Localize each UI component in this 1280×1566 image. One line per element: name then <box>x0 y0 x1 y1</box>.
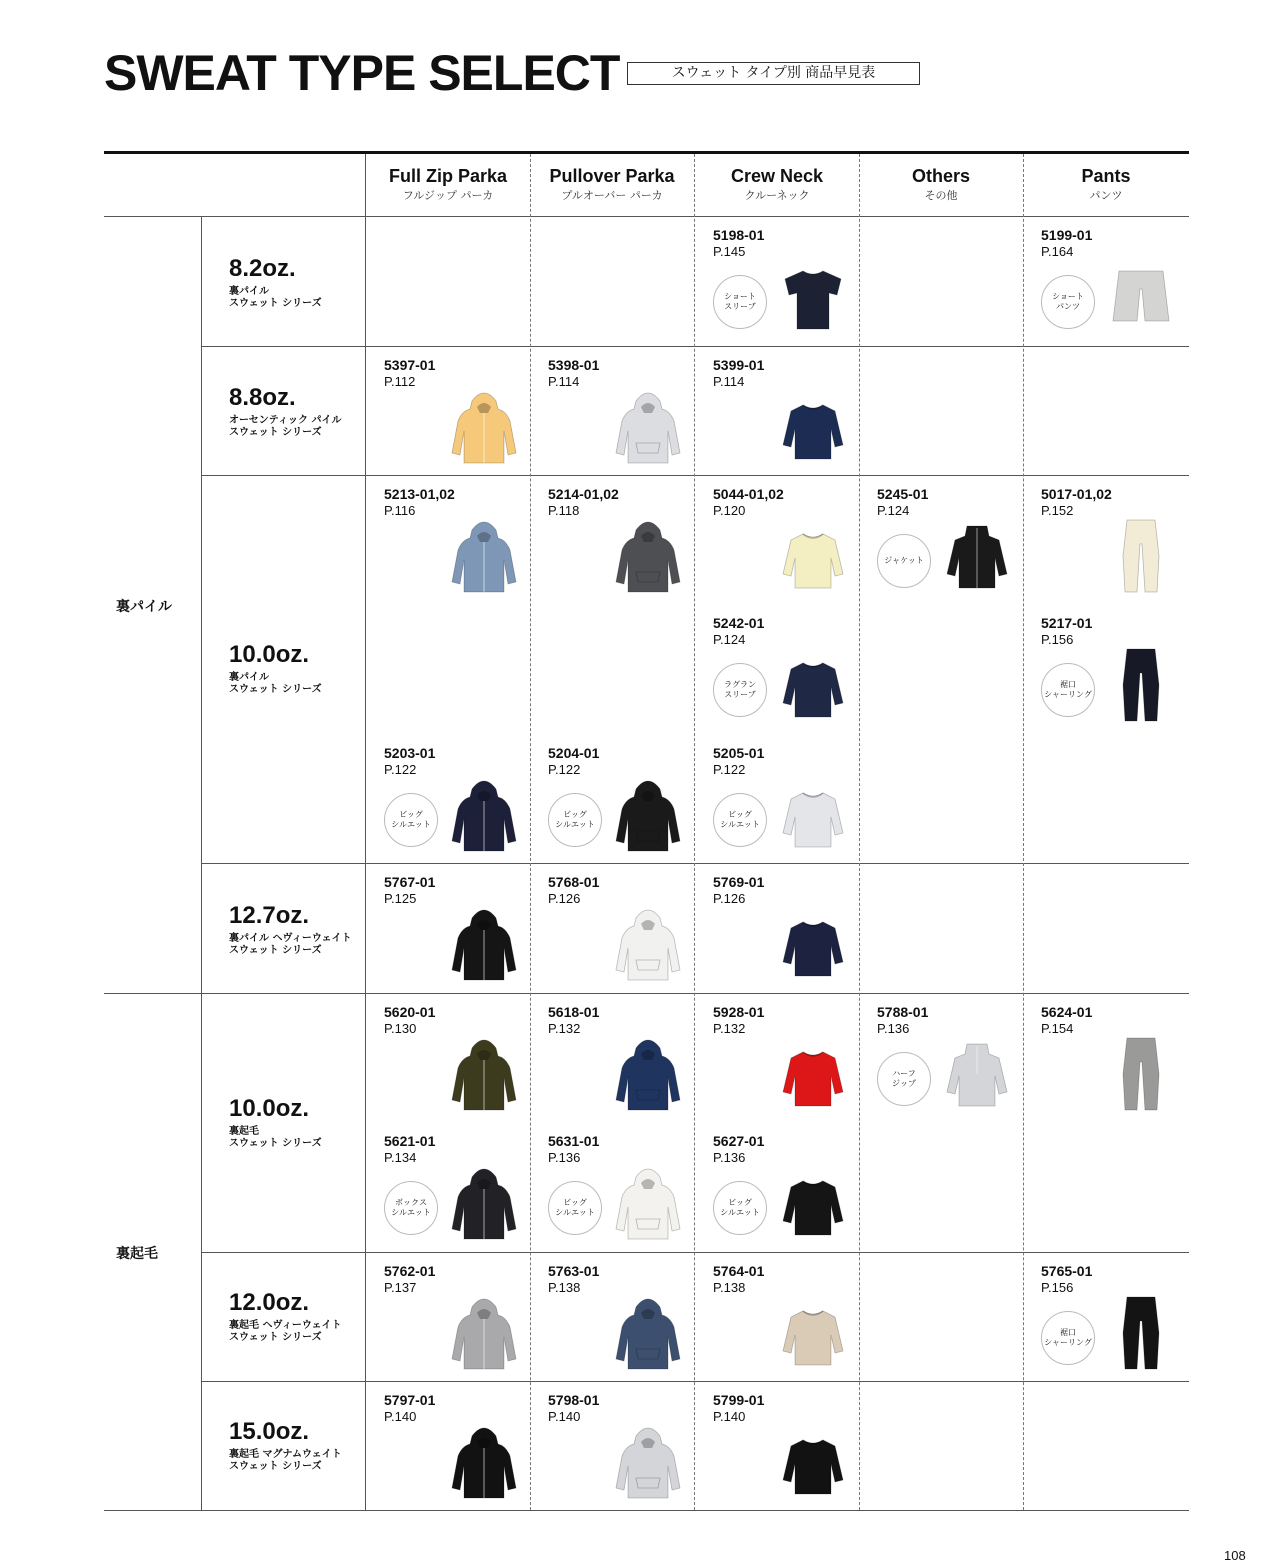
weight-oz: 8.2oz. <box>229 255 296 282</box>
product-page: P.136 <box>877 1021 910 1036</box>
product-code: 5768-01 <box>548 874 600 890</box>
product-card[interactable] <box>384 874 534 986</box>
product-code: 5797-01 <box>384 1392 436 1408</box>
product-card[interactable] <box>713 227 863 339</box>
product-page: P.122 <box>384 762 417 777</box>
product-card[interactable] <box>548 1263 698 1375</box>
product-code: 5764-01 <box>713 1263 765 1279</box>
product-code: 5217-01 <box>1041 615 1093 631</box>
product-code: 5767-01 <box>384 874 436 890</box>
crew-neck-icon <box>777 1422 849 1502</box>
crew-neck-icon <box>777 775 849 855</box>
row-rule <box>201 863 1189 864</box>
weight-series: オーセンティック パイル スウェット シリーズ <box>229 415 342 438</box>
product-code: 5399-01 <box>713 357 765 373</box>
product-card[interactable] <box>713 874 863 986</box>
product-page: P.126 <box>548 891 581 906</box>
product-code: 5769-01 <box>713 874 765 890</box>
column-header-jp: パンツ <box>1089 189 1123 202</box>
page-subtitle: スウェット タイプ別 商品早見表 <box>627 62 920 85</box>
feature-badge: ショート スリーブ <box>713 275 767 329</box>
feature-badge: ハーフ ジップ <box>877 1052 931 1106</box>
hoodie-icon <box>612 1034 684 1114</box>
product-code: 5763-01 <box>548 1263 600 1279</box>
column-header-pants <box>1024 166 1188 204</box>
weight-label <box>229 1290 341 1344</box>
feature-badge: ラグラン スリーブ <box>713 663 767 717</box>
page-title: SWEAT TYPE SELECT <box>104 45 620 101</box>
product-card[interactable] <box>1041 486 1191 598</box>
product-card[interactable] <box>548 486 698 598</box>
product-page: P.120 <box>713 503 746 518</box>
column-dashed-rule <box>1023 154 1024 1510</box>
weight-label <box>229 1419 342 1473</box>
group-label-fleece: 裏起毛 <box>116 1246 158 1262</box>
product-page: P.145 <box>713 244 746 259</box>
product-card[interactable] <box>877 486 1027 598</box>
weight-label <box>229 256 322 310</box>
feature-badge: ビッグ シルエット <box>713 793 767 847</box>
product-card[interactable] <box>713 615 863 727</box>
zip-hoodie-icon <box>448 1163 520 1243</box>
product-code: 5242-01 <box>713 615 765 631</box>
product-card[interactable] <box>384 1133 534 1245</box>
product-card[interactable] <box>713 486 863 598</box>
column-header-pullover <box>530 166 694 204</box>
product-code: 5205-01 <box>713 745 765 761</box>
product-page: P.124 <box>713 632 746 647</box>
feature-badge: ビッグ シルエット <box>713 1181 767 1235</box>
product-page: P.136 <box>548 1150 581 1165</box>
pants-icon <box>1105 645 1177 725</box>
product-code: 5214-01,02 <box>548 486 619 502</box>
weight-oz: 8.8oz. <box>229 384 296 411</box>
product-page: P.156 <box>1041 1280 1074 1295</box>
product-page: P.116 <box>384 503 416 518</box>
group-label-pile: 裏パイル <box>116 599 172 615</box>
product-code: 5765-01 <box>1041 1263 1093 1279</box>
column-header-crew-neck <box>695 166 859 204</box>
product-code: 5397-01 <box>384 357 436 373</box>
top-rule <box>104 151 1189 154</box>
column-header-en: Others <box>911 166 971 186</box>
row-rule <box>201 346 1189 347</box>
weight-oz: 10.0oz. <box>229 641 310 668</box>
product-card[interactable] <box>548 1004 698 1116</box>
pants-icon <box>1105 1293 1177 1373</box>
column-header-en: Full Zip Parka <box>388 166 508 186</box>
shorts-icon <box>1105 257 1177 337</box>
product-page: P.140 <box>384 1409 417 1424</box>
product-code: 5762-01 <box>384 1263 436 1279</box>
crew-neck-icon <box>777 645 849 725</box>
product-code: 5621-01 <box>384 1133 436 1149</box>
product-code: 5928-01 <box>713 1004 765 1020</box>
product-code: 5788-01 <box>877 1004 929 1020</box>
zip-hoodie-icon <box>448 1034 520 1114</box>
feature-badge: ビッグ シルエット <box>384 793 438 847</box>
product-card[interactable] <box>548 874 698 986</box>
crew-neck-icon <box>777 516 849 596</box>
row-rule <box>201 1252 1189 1253</box>
zip-hoodie-icon <box>448 904 520 984</box>
product-code: 5017-01,02 <box>1041 486 1112 502</box>
half-zip-icon <box>941 1034 1013 1114</box>
feature-badge: ジャケット <box>877 534 931 588</box>
product-code: 5245-01 <box>877 486 929 502</box>
hoodie-icon <box>612 1422 684 1502</box>
product-card[interactable] <box>384 745 534 857</box>
product-code: 5624-01 <box>1041 1004 1093 1020</box>
product-page: P.132 <box>548 1021 581 1036</box>
product-page: P.134 <box>384 1150 417 1165</box>
product-page: P.137 <box>384 1280 417 1295</box>
product-page: P.112 <box>384 374 416 389</box>
product-page: P.140 <box>713 1409 746 1424</box>
column-rule <box>365 154 366 1510</box>
product-page: P.118 <box>548 503 580 518</box>
product-code: 5199-01 <box>1041 227 1093 243</box>
crew-neck-icon <box>777 904 849 984</box>
product-code: 5204-01 <box>548 745 600 761</box>
product-card[interactable] <box>713 1392 863 1504</box>
row-rule <box>104 993 1189 994</box>
row-rule <box>201 475 1189 476</box>
product-page: P.138 <box>713 1280 746 1295</box>
product-page: P.156 <box>1041 632 1074 647</box>
zip-hoodie-icon <box>448 387 520 467</box>
hoodie-icon <box>612 1293 684 1373</box>
feature-badge: ショート パンツ <box>1041 275 1095 329</box>
column-header-jp: フルジップ パーカ <box>402 189 494 202</box>
product-card[interactable] <box>548 357 698 469</box>
product-page: P.136 <box>713 1150 746 1165</box>
product-card[interactable] <box>384 1392 534 1504</box>
hoodie-icon <box>612 387 684 467</box>
crew-neck-icon <box>777 387 849 467</box>
product-card[interactable] <box>1041 615 1191 727</box>
product-card[interactable] <box>548 745 698 857</box>
product-page: P.125 <box>384 891 417 906</box>
zip-hoodie-icon <box>448 1293 520 1373</box>
product-card[interactable] <box>1041 227 1191 339</box>
weight-label <box>229 642 322 696</box>
product-card[interactable] <box>713 357 863 469</box>
hoodie-icon <box>612 516 684 596</box>
product-card[interactable] <box>384 357 534 469</box>
zip-hoodie-icon <box>448 1422 520 1502</box>
feature-badge: ビッグ シルエット <box>548 1181 602 1235</box>
bottom-rule <box>104 1510 1189 1511</box>
product-code: 5620-01 <box>384 1004 436 1020</box>
feature-badge: 裾口 シャーリング <box>1041 663 1095 717</box>
column-rule <box>201 216 202 1510</box>
feature-badge: 裾口 シャーリング <box>1041 1311 1095 1365</box>
zip-hoodie-icon <box>448 775 520 855</box>
product-page: P.140 <box>548 1409 581 1424</box>
product-page: P.132 <box>713 1021 746 1036</box>
column-header-jp: プルオーバー パーカ <box>561 189 663 202</box>
product-page: P.122 <box>713 762 746 777</box>
weight-series: 裏パイル スウェット シリーズ <box>229 672 322 695</box>
product-code: 5398-01 <box>548 357 600 373</box>
product-code: 5799-01 <box>713 1392 765 1408</box>
product-page: P.130 <box>384 1021 417 1036</box>
page-number: 108 <box>1224 1548 1246 1563</box>
product-card[interactable] <box>548 1392 698 1504</box>
row-rule <box>201 1381 1189 1382</box>
product-page: P.126 <box>713 891 746 906</box>
row-rule <box>104 216 1189 217</box>
pants-icon <box>1105 516 1177 596</box>
product-page: P.114 <box>713 374 745 389</box>
product-code: 5798-01 <box>548 1392 600 1408</box>
product-card[interactable] <box>713 1004 863 1116</box>
product-page: P.164 <box>1041 244 1074 259</box>
weight-label <box>229 385 341 439</box>
weight-label <box>229 903 351 957</box>
weight-series: 裏起毛 マグナムウェイト スウェット シリーズ <box>229 1449 342 1472</box>
product-card[interactable] <box>1041 1263 1191 1375</box>
product-card[interactable] <box>713 745 863 857</box>
feature-badge: ボックス シルエット <box>384 1181 438 1235</box>
zip-hoodie-icon <box>448 516 520 596</box>
product-card[interactable] <box>384 486 534 598</box>
product-page: P.138 <box>548 1280 581 1295</box>
column-header-full-zip <box>366 166 530 204</box>
weight-series: 裏パイル ヘヴィーウェイト スウェット シリーズ <box>229 933 352 956</box>
hoodie-icon <box>612 904 684 984</box>
product-page: P.122 <box>548 762 581 777</box>
product-code: 5213-01,02 <box>384 486 455 502</box>
product-code: 5618-01 <box>548 1004 600 1020</box>
feature-badge: ビッグ シルエット <box>548 793 602 847</box>
column-header-en: Pants <box>1081 166 1131 186</box>
weight-oz: 10.0oz. <box>229 1095 310 1122</box>
weight-oz: 12.0oz. <box>229 1289 310 1316</box>
column-header-jp: その他 <box>924 189 958 202</box>
weight-series: 裏起毛 ヘヴィーウェイト スウェット シリーズ <box>229 1320 342 1343</box>
product-code: 5627-01 <box>713 1133 765 1149</box>
jacket-icon <box>941 516 1013 596</box>
hoodie-icon <box>612 1163 684 1243</box>
weight-oz: 15.0oz. <box>229 1418 310 1445</box>
product-page: P.152 <box>1041 503 1074 518</box>
product-card[interactable] <box>384 1263 534 1375</box>
product-page: P.124 <box>877 503 910 518</box>
product-code: 5203-01 <box>384 745 436 761</box>
column-header-others <box>859 166 1023 204</box>
product-code: 5044-01,02 <box>713 486 784 502</box>
product-code: 5631-01 <box>548 1133 600 1149</box>
column-header-en: Crew Neck <box>730 166 824 186</box>
column-header-jp: クルーネック <box>744 189 810 202</box>
weight-label <box>229 1096 322 1150</box>
weight-series: 裏パイル スウェット シリーズ <box>229 286 322 309</box>
weight-oz: 12.7oz. <box>229 902 310 929</box>
product-page: P.114 <box>548 374 580 389</box>
product-page: P.154 <box>1041 1021 1074 1036</box>
product-code: 5198-01 <box>713 227 765 243</box>
product-card[interactable] <box>548 1133 698 1245</box>
t-shirt-icon <box>777 257 849 337</box>
product-card[interactable] <box>877 1004 1027 1116</box>
product-card[interactable] <box>713 1263 863 1375</box>
product-card[interactable] <box>1041 1004 1191 1116</box>
crew-neck-icon <box>777 1163 849 1243</box>
pants-icon <box>1105 1034 1177 1114</box>
weight-series: 裏起毛 スウェット シリーズ <box>229 1126 322 1149</box>
crew-neck-icon <box>777 1293 849 1373</box>
hoodie-icon <box>612 775 684 855</box>
product-card[interactable] <box>384 1004 534 1116</box>
product-card[interactable] <box>713 1133 863 1245</box>
crew-neck-icon <box>777 1034 849 1114</box>
column-header-en: Pullover Parka <box>549 166 675 186</box>
